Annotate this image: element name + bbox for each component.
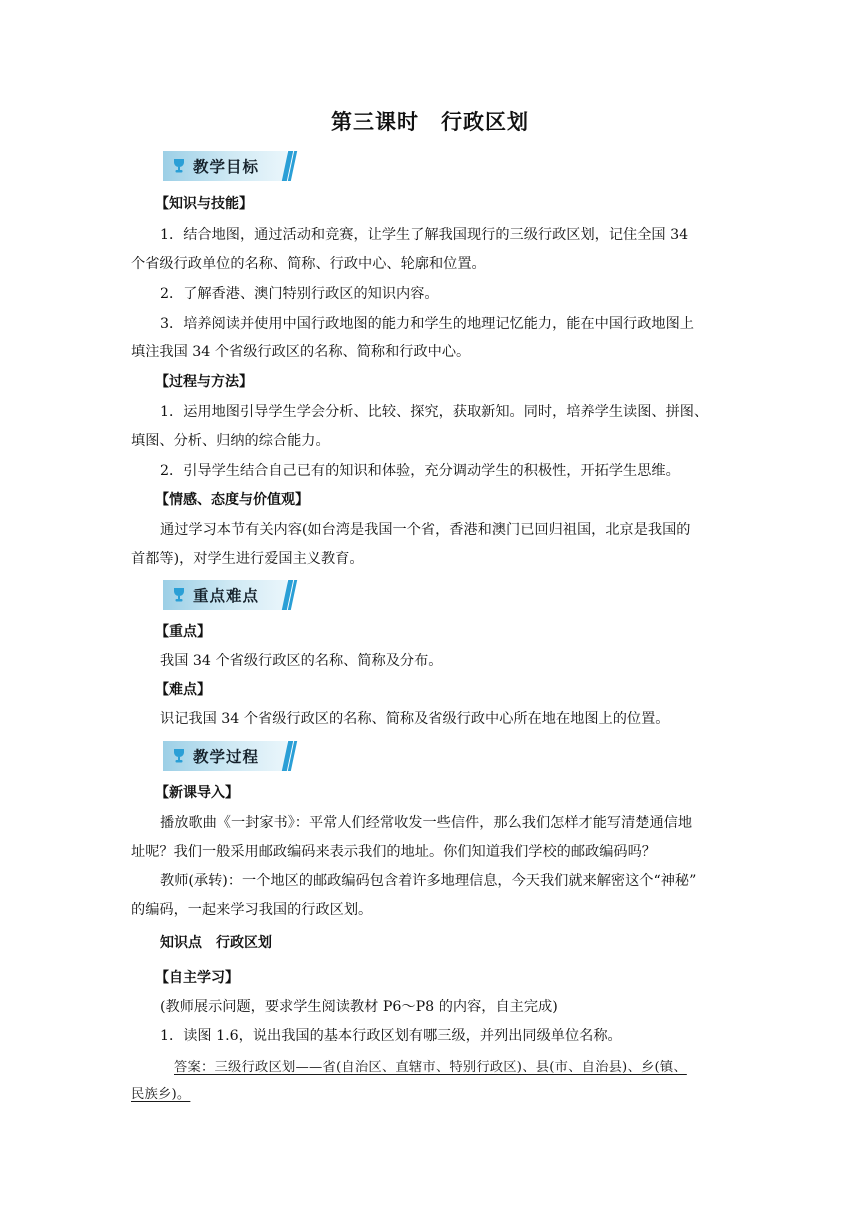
- trophy-icon: [171, 748, 187, 764]
- trophy-icon: [171, 587, 187, 603]
- paragraph-line: (教师展示问题，要求学生阅读教材 P6～P8 的内容，自主完成): [160, 999, 558, 1015]
- paragraph-line: 识记我国 34 个省级行政区的名称、简称及省级行政中心所在地在地图上的位置。: [160, 711, 670, 727]
- heading-process-methods: 【过程与方法】: [155, 374, 253, 390]
- paragraph-line: 的编码，一起来学习我国的行政区划。: [131, 902, 373, 918]
- paragraph-line: 教师(承转)：一个地区的邮政编码包含着许多地理信息，今天我们就来解密这个“神秘”: [160, 873, 697, 889]
- heading-difficulty: 【难点】: [155, 682, 211, 698]
- section-banner-key-points: [163, 580, 297, 610]
- paragraph-line: 通过学习本节有关内容(如台湾是我国一个省，香港和澳门已回归祖国，北京是我国的: [160, 522, 691, 538]
- banner-label: 教学过程: [193, 748, 260, 766]
- knowledge-point-heading: 知识点 行政区划: [160, 935, 272, 951]
- paragraph-line: 3．培养阅读并使用中国行政地图的能力和学生的地理记忆能力，能在中国行政地图上: [160, 316, 694, 332]
- page-title: 第三课时 行政区划: [331, 110, 529, 134]
- paragraph-line: 播放歌曲《一封家书》：平常人们经常收发一些信件，那么我们怎样才能写清楚通信地: [160, 815, 693, 831]
- paragraph-line: 填图、分析、归纳的综合能力。: [131, 433, 330, 449]
- paragraph-line: 首都等)，对学生进行爱国主义教育。: [131, 551, 364, 567]
- question-line: 1．读图 1.6，说出我国的基本行政区划有哪三级，并列出同级单位名称。: [160, 1028, 622, 1044]
- section-banner-goals: [163, 151, 297, 181]
- heading-key: 【重点】: [155, 624, 211, 640]
- paragraph-line: 我国 34 个省级行政区的名称、简称及分布。: [160, 653, 443, 669]
- paragraph-line: 1．运用地图引导学生学会分析、比较、探究，获取新知。同时，培养学生读图、拼图、: [160, 404, 709, 420]
- paragraph-line: 1．结合地图，通过活动和竞赛，让学生了解我国现行的三级行政区划，记住全国 34: [160, 227, 689, 243]
- answer-line: 答案：三级行政区划——省(自治区、直辖市、特别行政区)、县(市、自治县)、乡(镇、: [174, 1060, 687, 1075]
- heading-intro: 【新课导入】: [155, 785, 239, 801]
- section-banner-process: [163, 741, 297, 771]
- heading-self-study: 【自主学习】: [155, 970, 239, 986]
- answer-line: 民族乡)。: [131, 1087, 191, 1102]
- heading-knowledge-skills: 【知识与技能】: [155, 196, 253, 212]
- paragraph-line: 个省级行政单位的名称、简称、行政中心、轮廓和位置。: [131, 256, 486, 272]
- trophy-icon: [171, 158, 187, 174]
- banner-label: 重点难点: [193, 587, 260, 605]
- paragraph-line: 填注我国 34 个省级行政区的名称、简称和行政中心。: [131, 344, 471, 360]
- heading-values: 【情感、态度与价值观】: [155, 492, 309, 508]
- paragraph-line: 址呢？我们一般采用邮政编码来表示我们的地址。你们知道我们学校的邮政编码吗？: [131, 844, 656, 860]
- paragraph-line: 2．引导学生结合自己已有的知识和体验，充分调动学生的积极性，开拓学生思维。: [160, 463, 680, 479]
- paragraph-line: 2．了解香港、澳门特别行政区的知识内容。: [160, 286, 439, 302]
- banner-label: 教学目标: [193, 158, 260, 176]
